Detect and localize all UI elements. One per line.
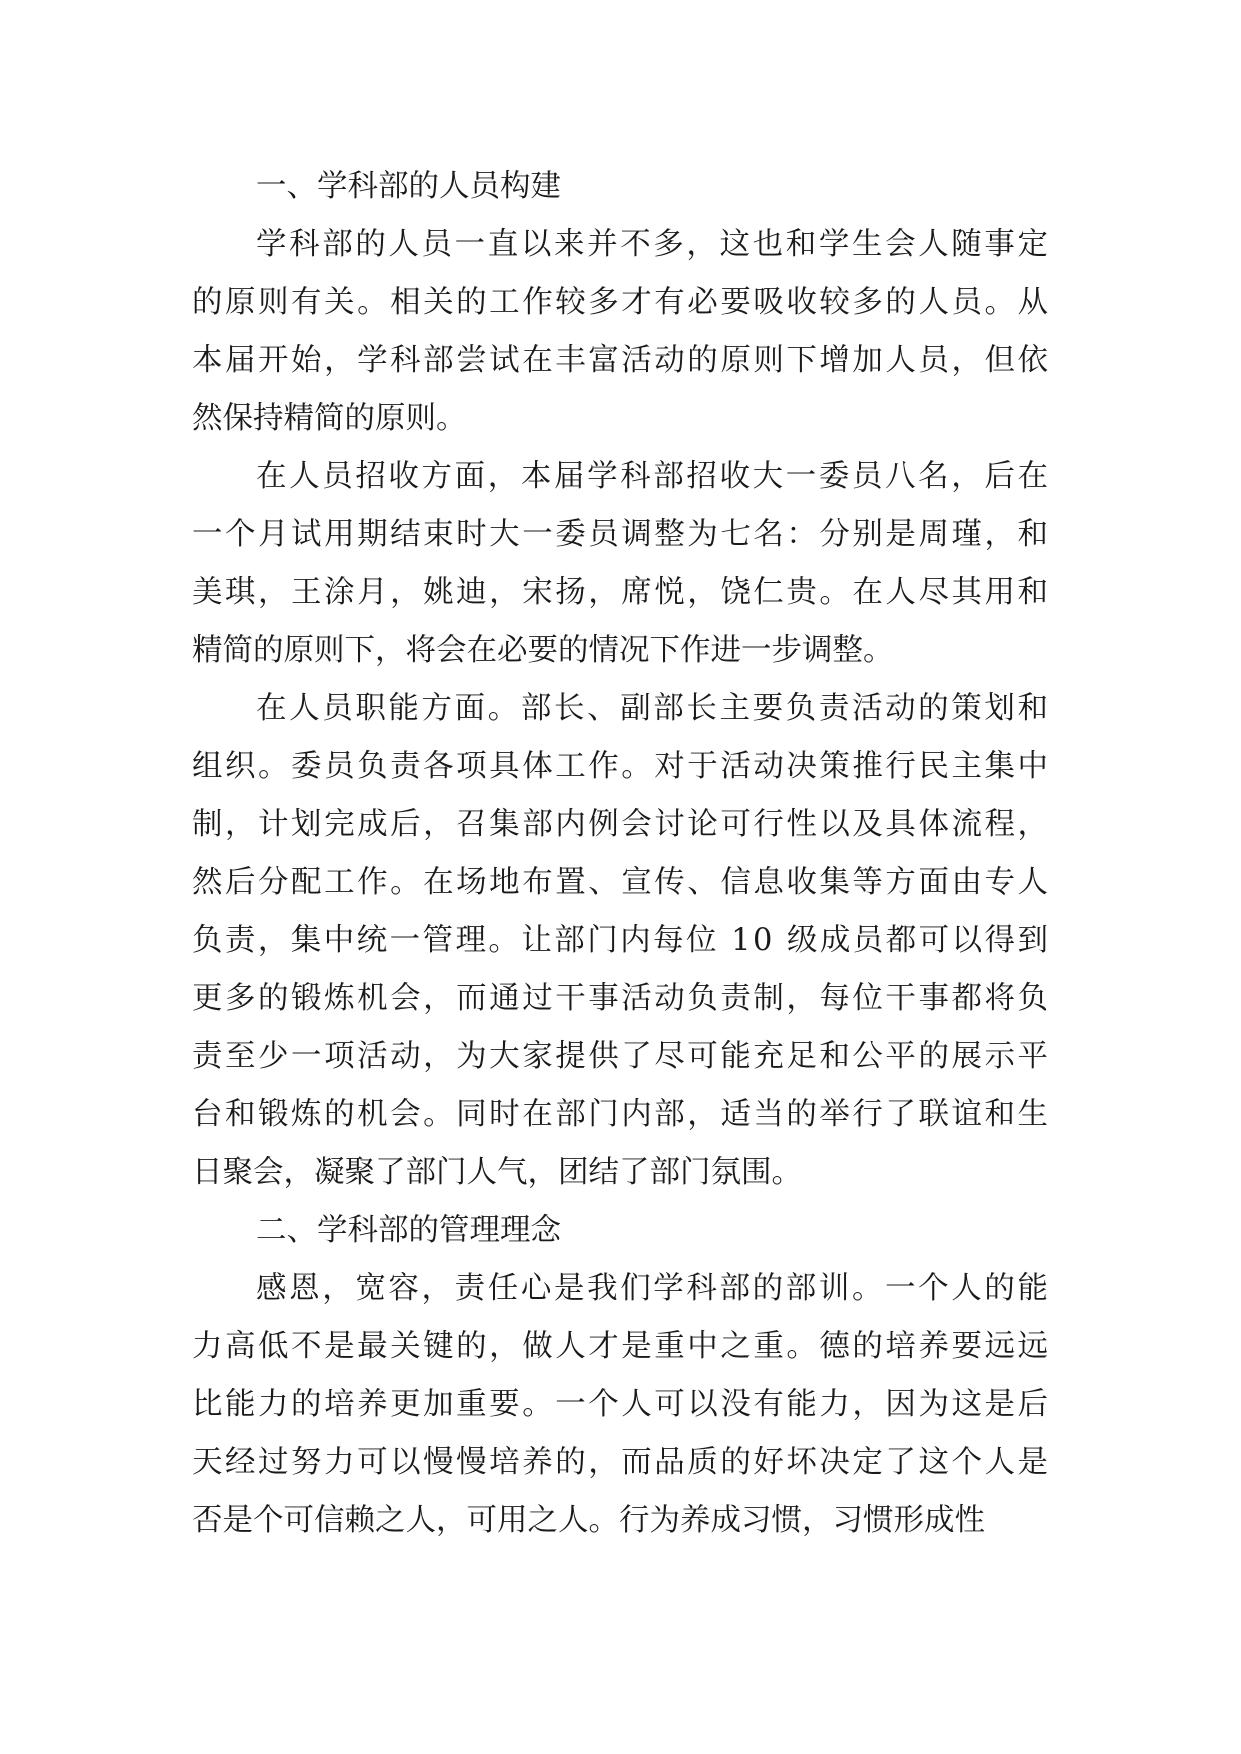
paragraph-first-line: 在人员招收方面，本届学科部招收大一委员八名，后在	[256, 459, 1051, 494]
paragraph-line: 一个月试用期结束时大一委员调整为七名：分别是周瑾，和	[192, 517, 1051, 552]
paragraph-first-line: 一、学科部的人员构建	[256, 169, 561, 204]
paragraph-line: 更多的锻炼机会，而通过干事活动负责制，每位干事都将负	[192, 981, 1051, 1016]
paragraph-line: 制，计划完成后，召集部内例会讨论可行性以及具体流程，	[192, 807, 1051, 842]
paragraph-line: 本届开始，学科部尝试在丰富活动的原则下增加人员，但依	[192, 343, 1051, 378]
paragraph-line: 组织。委员负责各项具体工作。对于活动决策推行民主集中	[192, 749, 1051, 784]
paragraph-line: 的原则有关。相关的工作较多才有必要吸收较多的人员。从	[192, 285, 1051, 320]
paragraph-line: 精简的原则下，将会在必要的情况下作进一步调整。	[192, 633, 894, 668]
paragraph-line: 负责，集中统一管理。让部门内每位 10 级成员都可以得到	[192, 923, 1051, 958]
paragraph-line: 否是个可信赖之人，可用之人。行为养成习惯，习惯形成性	[192, 1503, 985, 1538]
paragraph-line: 美琪，王涂月，姚迪，宋扬，席悦，饶仁贵。在人尽其用和	[192, 575, 1051, 610]
paragraph-line: 然后分配工作。在场地布置、宣传、信息收集等方面由专人	[192, 865, 1051, 900]
paragraph-line: 责至少一项活动，为大家提供了尽可能充足和公平的展示平	[192, 1039, 1051, 1074]
paragraph-first-line: 学科部的人员一直以来并不多，这也和学生会人随事定	[256, 227, 1051, 262]
paragraph-line: 天经过努力可以慢慢培养的，而品质的好坏决定了这个人是	[192, 1445, 1051, 1480]
paragraph-line: 日聚会，凝聚了部门人气，团结了部门氛围。	[192, 1155, 802, 1190]
document-body	[192, 158, 1051, 1550]
paragraph-first-line: 感恩，宽容，责任心是我们学科部的部训。一个人的能	[256, 1271, 1051, 1306]
paragraph-line: 然保持精简的原则。	[192, 401, 467, 436]
paragraph-line: 力高低不是最关键的，做人才是重中之重。德的培养要远远	[192, 1329, 1051, 1364]
paragraph-first-line: 二、学科部的管理理念	[256, 1213, 561, 1248]
paragraph-first-line: 在人员职能方面。部长、副部长主要负责活动的策划和	[256, 691, 1051, 726]
paragraph-line: 台和锻炼的机会。同时在部门内部，适当的举行了联谊和生	[192, 1097, 1051, 1132]
paragraph-line: 比能力的培养更加重要。一个人可以没有能力，因为这是后	[192, 1387, 1051, 1422]
